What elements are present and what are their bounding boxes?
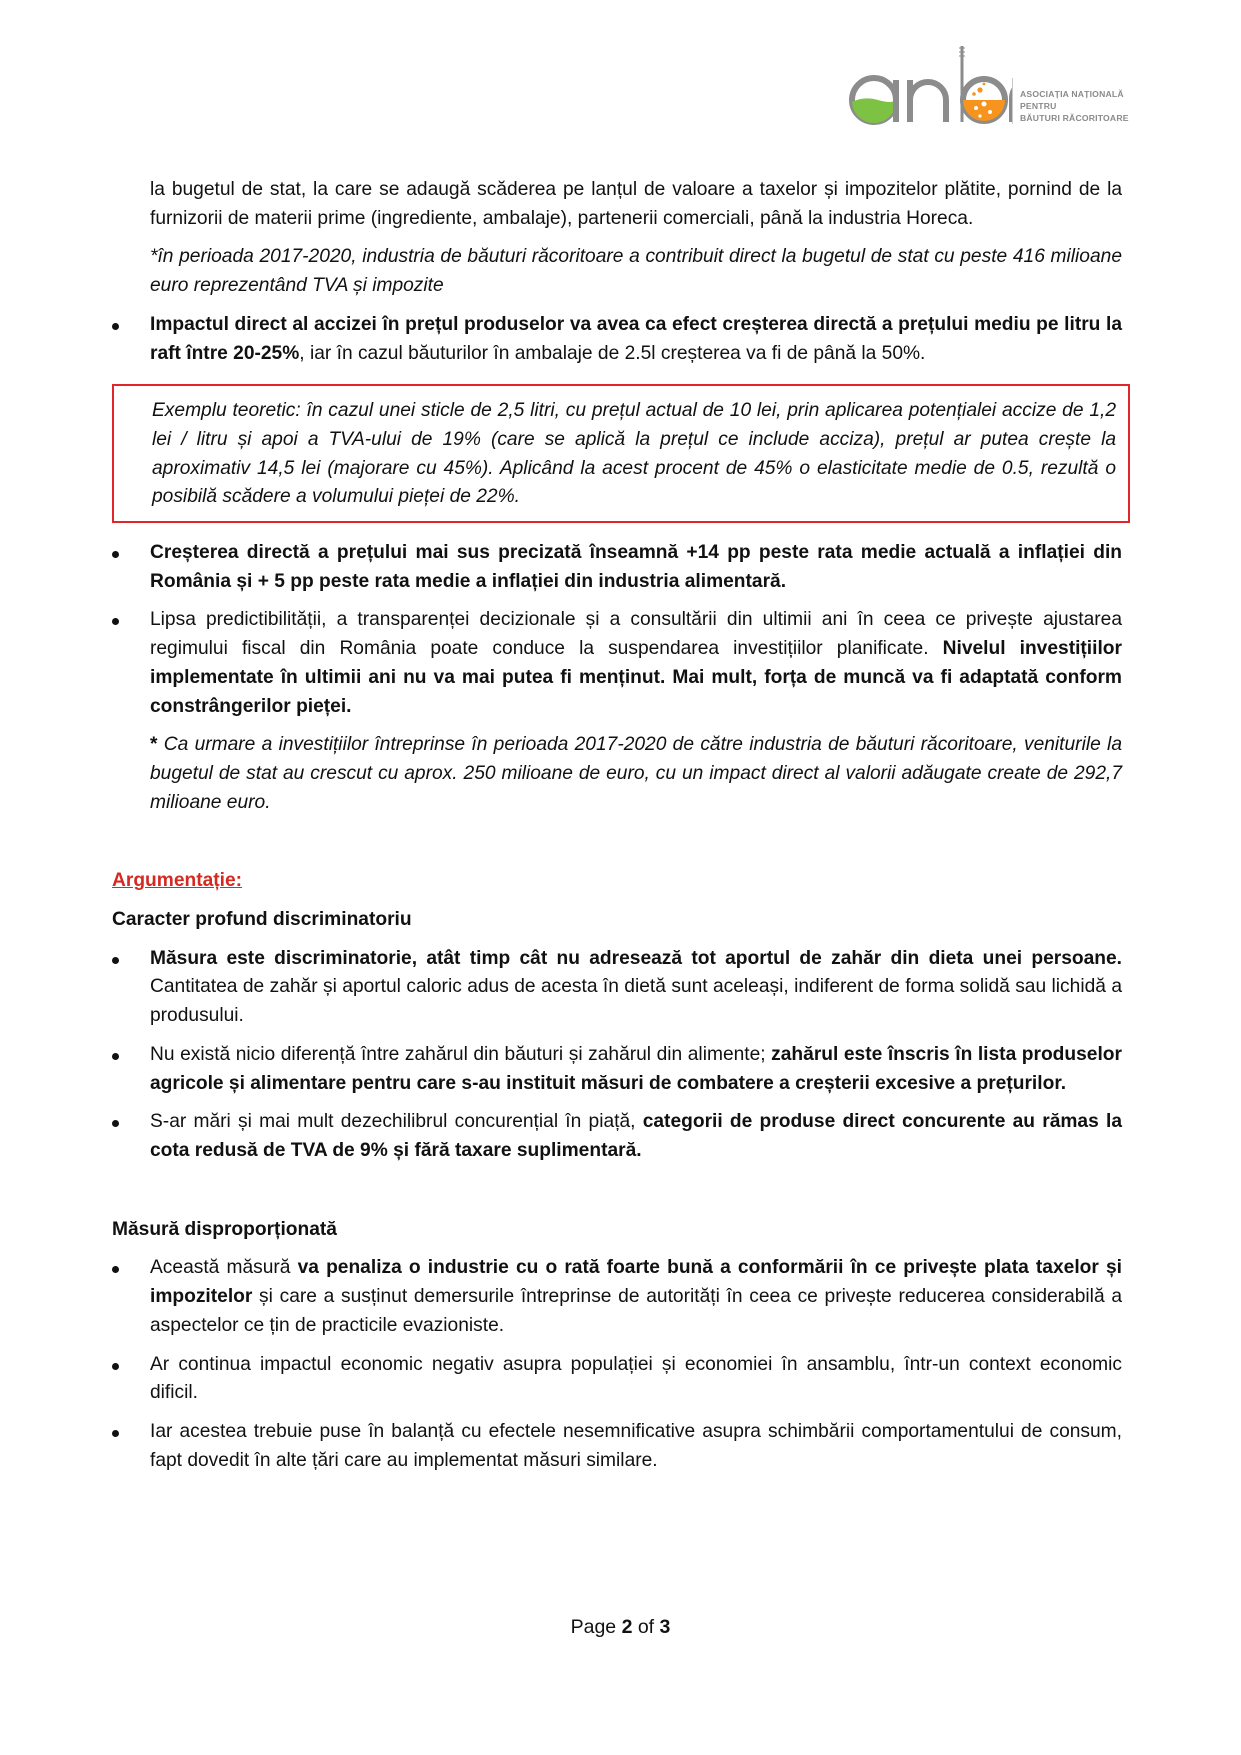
intro-footnote: *în perioada 2017-2020, industria de băuturi răcoritoare a contribuit direct la bugetul de stat cu peste 416 milioane euro reprezentând TVA și impozite [150,246,1122,297]
bullet-regular-text: Nu există nicio diferență între zahărul din băuturi și zahărul din alimente; [150,1043,772,1065]
subheading-disproportionate: Măsură disproporționată [112,1218,337,1240]
bullet-regular-text: Această măsură [150,1257,298,1279]
intro-paragraph: la bugetul de stat, la care se adaugă scăderea pe lanțul de valoare a taxelor și impozitelor plătite, pornind de la furnizorii de materii prime (ingrediente, ambalaje), partenerii comerciali, până la industria Horeca. [150,179,1122,229]
section-title-argumentatie: Argumentație: [112,870,243,892]
example-box [112,384,1130,523]
note-asterisk: * [150,734,158,756]
footer-total-pages: 3 [659,1616,671,1638]
bullet-bold-text: zahărul este înscris în lista produselor agricole și alimentare pentru care s-au instituit măsuri de combatere a creșterii excesive a prețurilor. [150,1043,1122,1094]
bullet-dot-icon [112,1266,119,1273]
bullet-regular-text: , iar în cazul băuturilor în ambalaje de 2.5l creșterea va fi de până la 50%. [299,342,926,364]
bullet-dot-icon [112,1363,119,1370]
bullet-regular-text-2: și care a susținut demersurile întreprinse de autorități în ceea ce privește reducerea considerabilă a aspectelor ce țin de practicile evazioniste. [150,1286,1122,1336]
bullet-impact-price [112,311,1122,368]
note-text: Ca urmare a investițiilor întreprinse în perioada 2017-2020 de către industria de băuturi răcoritoare, veniturile la bugetul de stat au crescut cu aprox. 250 milioane de euro, cu un impact direct al valorii adăugate create de 292,7 milioane euro. [150,734,1122,813]
bullet-dot-icon [112,1430,119,1437]
bullet-competition [112,1108,1122,1165]
logo-org-name [1020,88,1129,124]
footer-page-label: Page [570,1616,622,1638]
bullet-regular-text: Iar acestea trebuie puse în balanță cu efectele nesemnificative asupra schimbării comportamentului de consum, fapt dovedit în alte țări care au implementat măsuri similare. [150,1420,1122,1471]
bullet-dot-icon [112,1053,119,1060]
bullet-sugar-difference [112,1041,1122,1098]
bullet-dot-icon [112,957,119,964]
page-footer [0,1616,1241,1639]
bullet-dot-icon [112,323,119,330]
document-body [112,176,1122,1475]
logo-line-3: BĂUTURI RĂCORITOARE [1020,113,1129,123]
logo-line-2: PENTRU [1020,101,1057,111]
bullet-predictability [112,606,1122,721]
bullet-penalize-industry [112,1254,1122,1340]
bullet-bold-text: va penaliza o industrie cu o rată foarte bună a conformării în ce privește plata taxelor și impozitelor [150,1257,1122,1308]
anbr-wordmark-icon [838,40,1013,135]
bullet-economic-impact [112,1351,1122,1408]
logo-divider [1012,78,1013,124]
bullet-regular-text: Cantitatea de zahăr și aportul caloric adus de acesta în dietă sunt aceleași, indiferent de forma solidă sau lichidă a produsului. [150,976,1122,1027]
bullet-discriminatory [112,945,1122,1031]
bullet-bold-text: Nivelul investițiilor implementate în ultimii ani nu va mai putea fi menținut. Mai mult, forța de muncă va fi adaptată conform constrângerilor pieței. [150,638,1122,717]
footer-of-label: of [632,1616,660,1638]
bullet-bold-text: Impactul direct al accizei în prețul produselor va avea ca efect creșterea directă a prețului mediu pe litru la raft între 20-25% [150,313,1122,364]
bullet-consumption-behavior [112,1418,1122,1475]
bullet-regular-text: S-ar mări și mai mult dezechilibrul concurențial în piață, [150,1111,643,1133]
bullet-dot-icon [112,618,119,625]
bullet-dot-icon [112,1120,119,1127]
bullet-regular-text: Lipsa predictibilității, a transparenței decizionale și a consultării din ultimii ani în ceea ce privește ajustarea regimului fiscal din România poate conduce la suspendarea investițiilor planificate. [150,609,1122,660]
footer-current-page: 2 [621,1616,633,1638]
investment-note [112,731,1122,817]
anbr-logo [838,40,1138,135]
subheading-discriminatoriu: Caracter profund discriminatoriu [112,909,412,931]
bullet-regular-text: Ar continua impactul economic negativ asupra populației și economiei în ansamblu, într-un context economic dificil. [150,1353,1122,1404]
example-text: Exemplu teoretic: în cazul unei sticle de 2,5 litri, cu prețul actual de 10 lei, prin aplicarea potențialei accize de 1,2 lei / litru și apoi a TVA-ului de 19% (care se aplică la prețul ce include acciza), prețul ar putea crește la aproximativ 14,5 lei (majorare cu 45%). Aplicând la acest procent de 45% o elasticitate medie de 0.5, rezultă o posibilă scădere a volumului pieței de 22%. [152,400,1116,508]
bullet-bold-text: categorii de produse direct concurente au rămas la cota redusă de TVA de 9% și fără taxare suplimentară. [150,1111,1122,1161]
bullet-dot-icon [112,551,119,558]
bullet-inflation [112,539,1122,596]
logo-line-1: ASOCIAȚIA NAȚIONALĂ [1020,89,1124,99]
bullet-bold-text: Măsura este discriminatorie, atât timp cât nu adresează tot aportul de zahăr din dieta unei persoane. [150,947,1122,969]
bullet-bold-text: Creșterea directă a prețului mai sus precizată înseamnă +14 pp peste rata medie actuală a inflației din România și + 5 pp peste rata medie a inflației din industria alimentară. [150,542,1122,592]
